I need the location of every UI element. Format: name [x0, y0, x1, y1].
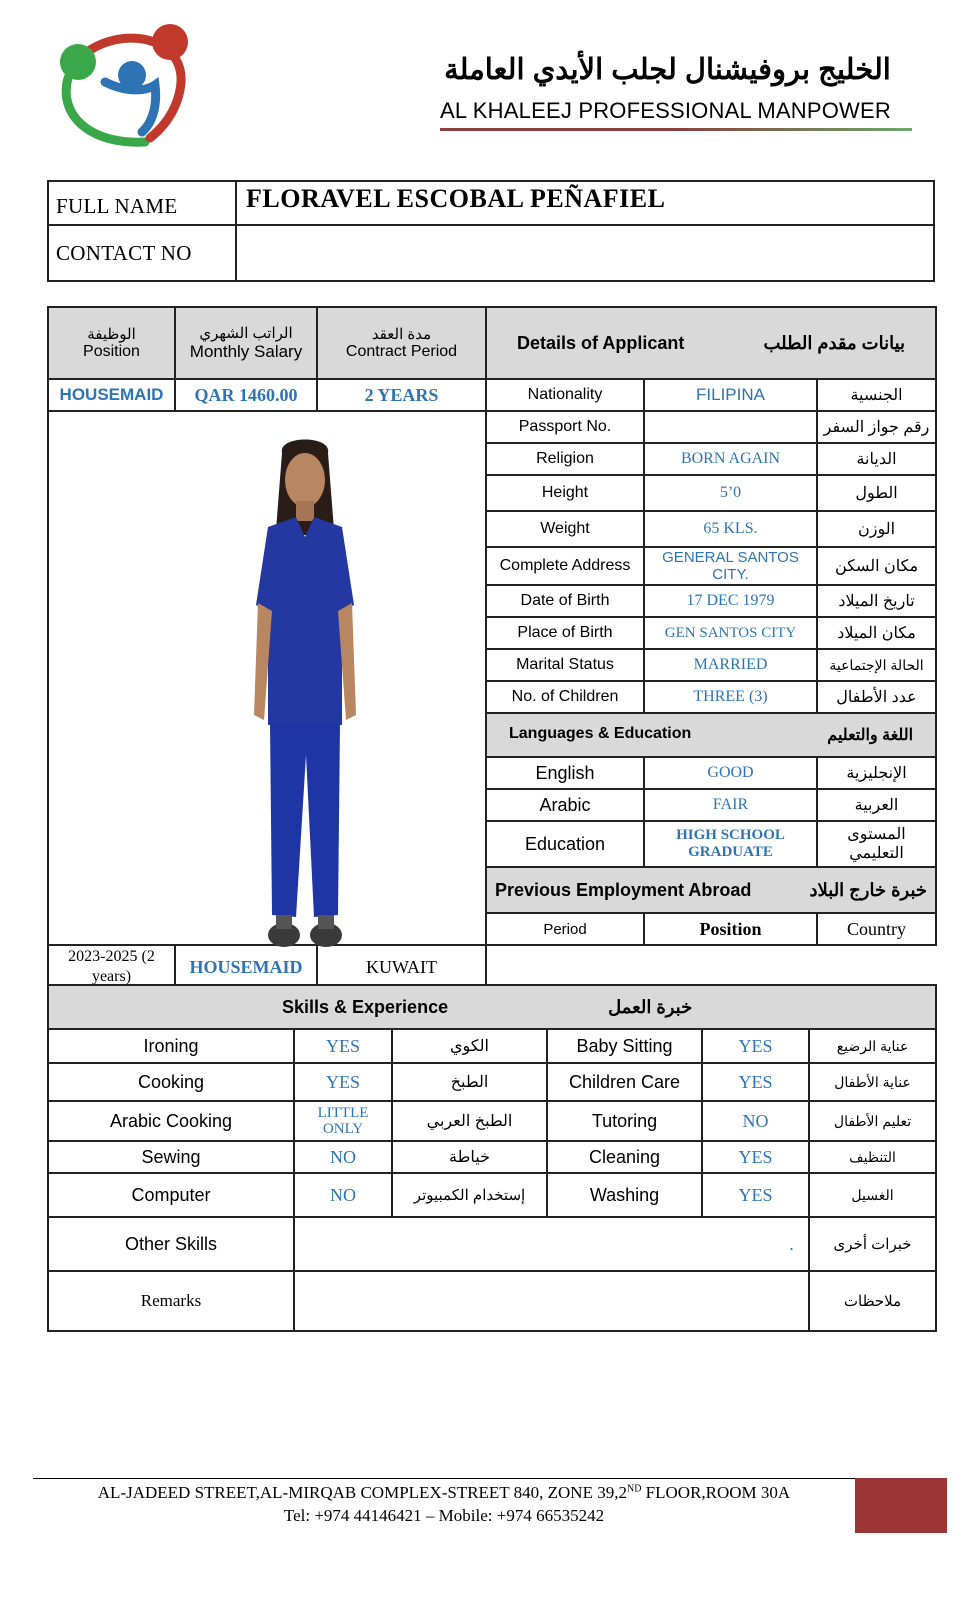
footer-divider	[33, 1478, 855, 1479]
other-skills-label-ar: خبرات أخرى	[809, 1217, 936, 1271]
detail-label-ar: عدد الأطفال	[817, 681, 936, 713]
skill-label: Tutoring	[547, 1101, 702, 1141]
position-header-en: Position	[83, 343, 140, 360]
skill-value: YES	[702, 1029, 809, 1063]
skills-title-ar: خبرة العمل	[608, 996, 693, 1017]
employment-position: HOUSEMAID	[175, 945, 317, 989]
skill-label-ar: تعليم الأطفال	[809, 1101, 936, 1141]
footer-address-sup: ND	[626, 1483, 642, 1495]
skill-label-ar: التنظيف	[809, 1141, 936, 1173]
detail-label: Place of Birth	[486, 617, 644, 649]
skill-label-ar: الطبخ العربي	[392, 1101, 547, 1141]
skill-value: YES	[294, 1063, 392, 1101]
applicant-table	[47, 306, 937, 990]
detail-value	[644, 411, 817, 443]
other-skills-value: .	[294, 1217, 809, 1271]
detail-value: MARRIED	[644, 649, 817, 681]
language-label-ar: العربية	[817, 789, 936, 821]
detail-label-ar: الديانة	[817, 443, 936, 475]
company-name-english: AL KHALEEJ PROFESSIONAL MANPOWER	[440, 98, 891, 123]
detail-value: 65 KLS.	[644, 511, 817, 547]
salary-header	[175, 307, 317, 379]
skill-label: Arabic Cooking	[48, 1101, 294, 1141]
company-logo-icon	[50, 20, 200, 150]
skill-value: YES	[294, 1029, 392, 1063]
applicant-photo	[230, 435, 380, 995]
job-values-row	[48, 379, 936, 411]
employment-period: 2023-2025 (2 years)	[48, 945, 175, 989]
skill-value: NO	[294, 1141, 392, 1173]
contract-value: 2 YEARS	[317, 379, 486, 411]
footer-phone: Tel: +974 44146421 – Mobile: +974 66535242	[283, 1506, 605, 1525]
languages-header	[486, 713, 936, 757]
full-name-label: FULL NAME	[48, 181, 236, 225]
salary-value: QAR 1460.00	[175, 379, 317, 411]
skill-label: Sewing	[48, 1141, 294, 1173]
skill-value: YES	[702, 1063, 809, 1101]
detail-label: Religion	[486, 443, 644, 475]
contract-header-en: Contract Period	[345, 343, 458, 360]
languages-title-ar: اللغة والتعليم	[827, 727, 914, 744]
skill-label: Baby Sitting	[547, 1029, 702, 1063]
remarks-row	[48, 1271, 936, 1331]
skills-table	[47, 984, 937, 1332]
remarks-label: Remarks	[48, 1271, 294, 1331]
detail-row	[48, 411, 936, 443]
skill-label-ar: خياطة	[392, 1141, 547, 1173]
skill-row	[48, 1173, 936, 1217]
position-value: HOUSEMAID	[48, 379, 175, 411]
detail-label-ar: الطول	[817, 475, 936, 511]
other-skills-row	[48, 1217, 936, 1271]
detail-value: THREE (3)	[644, 681, 817, 713]
contract-header-ar: مدة العقد	[371, 326, 432, 343]
job-header-row	[48, 307, 936, 379]
skill-label: Computer	[48, 1173, 294, 1217]
detail-label: No. of Children	[486, 681, 644, 713]
language-label: English	[486, 757, 644, 789]
skill-row	[48, 1029, 936, 1063]
language-value: GOOD	[644, 757, 817, 789]
detail-value: GENERAL SANTOS CITY.	[644, 547, 817, 585]
skill-value: NO	[702, 1101, 809, 1141]
position-header	[48, 307, 175, 379]
salary-header-en: Monthly Salary	[189, 342, 303, 361]
detail-label: Height	[486, 475, 644, 511]
employment-title-en: Previous Employment Abroad	[495, 879, 752, 900]
skills-title-en: Skills & Experience	[282, 996, 449, 1017]
footer-accent-box	[855, 1478, 947, 1533]
skill-value: NO	[294, 1173, 392, 1217]
detail-label-ar: الحالة الإجتماعية	[817, 649, 936, 681]
detail-label: Weight	[486, 511, 644, 547]
contact-row	[48, 225, 934, 281]
employment-row	[48, 945, 936, 989]
contact-value	[236, 225, 934, 281]
detail-label: Date of Birth	[486, 585, 644, 617]
position-header-ar: الوظيفة	[87, 326, 136, 343]
full-name-row	[48, 181, 934, 225]
detail-value: FILIPINA	[644, 379, 817, 411]
detail-label-ar: الجنسية	[817, 379, 936, 411]
skills-header	[48, 985, 936, 1029]
skill-label-ar: الكوي	[392, 1029, 547, 1063]
skill-label: Cleaning	[547, 1141, 702, 1173]
details-title-en: Details of Applicant	[517, 332, 685, 353]
name-contact-table	[47, 180, 935, 282]
education-label-ar: المستوى التعليمي	[817, 821, 936, 867]
detail-label-ar: مكان الميلاد	[817, 617, 936, 649]
skill-label: Washing	[547, 1173, 702, 1217]
detail-label-ar: مكان السكن	[817, 547, 936, 585]
detail-value: GEN SANTOS CITY	[644, 617, 817, 649]
salary-header-ar: الراتب الشهري	[199, 325, 293, 342]
skill-row	[48, 1141, 936, 1173]
skill-value: YES	[702, 1173, 809, 1217]
employment-country: KUWAIT	[317, 945, 486, 989]
language-label: Arabic	[486, 789, 644, 821]
contract-header	[317, 307, 486, 379]
language-label-ar: الإنجليزية	[817, 757, 936, 789]
detail-label-ar: الوزن	[817, 511, 936, 547]
footer-address-end: FLOOR,ROOM 30A	[641, 1483, 791, 1502]
remarks-label-ar: ملاحظات	[809, 1271, 936, 1331]
remarks-value	[294, 1271, 809, 1331]
skill-label: Cooking	[48, 1063, 294, 1101]
contact-label: CONTACT NO	[48, 225, 236, 281]
skill-label-ar: الطبخ	[392, 1063, 547, 1101]
detail-label: Nationality	[486, 379, 644, 411]
country-column-header: Country	[817, 913, 936, 945]
detail-label: Complete Address	[486, 547, 644, 585]
position-column-header: Position	[644, 913, 817, 945]
other-skills-label: Other Skills	[48, 1217, 294, 1271]
skill-value: YES	[702, 1141, 809, 1173]
education-value: HIGH SCHOOL GRADUATE	[644, 821, 817, 867]
skill-label-ar: عناية الرضيع	[809, 1029, 936, 1063]
detail-value: 5’0	[644, 475, 817, 511]
skill-row	[48, 1063, 936, 1101]
skill-label: Ironing	[48, 1029, 294, 1063]
brand-underline	[440, 128, 912, 131]
languages-title-en: Languages & Education	[509, 725, 692, 742]
employment-header	[486, 867, 936, 913]
full-name-value: FLORAVEL ESCOBAL PEÑAFIEL	[236, 181, 934, 225]
skill-value: LITTLE ONLY	[294, 1101, 392, 1141]
details-header	[486, 307, 936, 379]
skills-header-row	[48, 985, 936, 1029]
skill-label-ar: عناية الأطفال	[809, 1063, 936, 1101]
detail-label-ar: تاريخ الميلاد	[817, 585, 936, 617]
detail-label: Passport No.	[486, 411, 644, 443]
detail-value: BORN AGAIN	[644, 443, 817, 475]
language-value: FAIR	[644, 789, 817, 821]
company-name-arabic: الخليج بروفيشنال لجلب الأيدي العاملة	[444, 54, 891, 86]
employment-title-ar: خبرة خارج البلاد	[809, 879, 928, 900]
skill-label-ar: الغسيل	[809, 1173, 936, 1217]
education-label: Education	[486, 821, 644, 867]
skill-row	[48, 1101, 936, 1141]
footer-address	[33, 1483, 855, 1503]
footer-address-main: AL-JADEED STREET,AL-MIRQAB COMPLEX-STREET 840, ZONE 39,2	[97, 1483, 627, 1502]
detail-value: 17 DEC 1979	[644, 585, 817, 617]
skill-label-ar: إستخدام الكمبيوتر	[392, 1173, 547, 1217]
detail-label-ar: رقم جواز السفر	[817, 411, 936, 443]
details-title-ar: بيانات مقدم الطلب	[763, 332, 906, 353]
skill-label: Children Care	[547, 1063, 702, 1101]
detail-label: Marital Status	[486, 649, 644, 681]
period-column-header: Period	[486, 913, 644, 945]
